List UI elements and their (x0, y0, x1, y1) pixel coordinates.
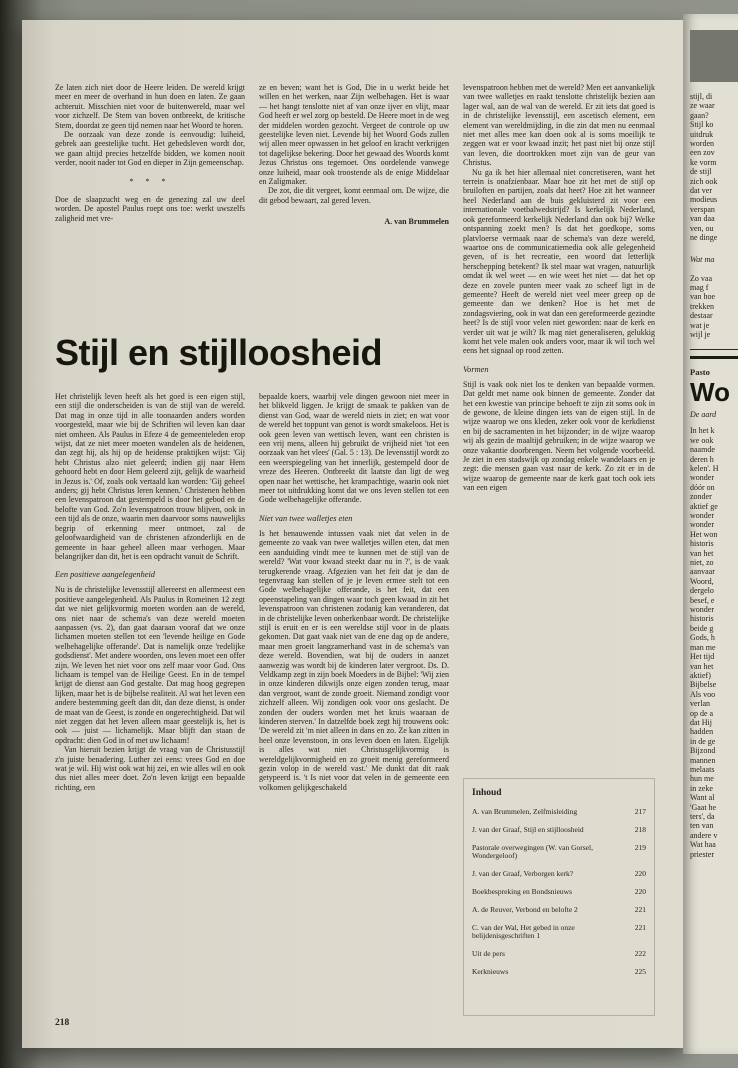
article-paragraph: De zot, die dit vergeet, komt eenmaal om. De wijze, die dit gebod bewaart, zal gered leven. (259, 186, 449, 205)
text-fragment: ven, ou (690, 223, 714, 233)
text-fragment: andere v (690, 830, 718, 840)
section-divider-thick (690, 356, 738, 359)
article-subhead: Een positieve aangelegenheid (55, 570, 155, 580)
text-fragment: wonder (690, 605, 714, 615)
article-paragraph: Van hieruit bezien krijgt de vraag van de Christusstijl z'n juiste benadering. Luther zei eens: vrees God en doe wat je wil. Hij wist ook wat hij zei, en wie alles wil en ook dus niet alles meer doet. Zo'n leven krijgt een bepaalde richting, een (55, 745, 245, 792)
text-fragment: besef, e (690, 595, 715, 605)
section-divider-thin (690, 349, 738, 350)
text-fragment: zonder (690, 492, 712, 502)
text-fragment: de stijl (690, 167, 712, 177)
article-paragraph: Het christelijk leven heeft als het goed is een eigen stijl, een stijl die onderscheiden is van de stijl van de wereld. Dat mag in onze tijd in alle toonaarden anders worden voorgesteld, maar wie bij de Schriften wil leven kan daar niet omheen. Als Paulus in Efeze 4 de gemeenteleden erop wijst, dat ze niet meer moeten wandelen als de heidenen, dan zegt hij, als hij op de heidense praktijken wijst: 'Gij hebt Christus alzo niet geleerd; indien gij naar Hem gehoord hebt en door Hem geleerd zijt, gelijk de waarheid in Jezus is.' Of, zoals ook vertaald kan worden: 'Gij geheel anders; gij hebt Christus leren kennen.' Christenen hebben een levenspatroon dat gestempeld is door het gebod en de belofte van God. Zo'n levenspatroon trouw blijven, ook in een tijd als de onze, waarin men daarvoor soms nauwelijks begrip of erkenning meer ontmoet, zal de geloofwaardigheid van de christenen afzonderlijk en de gemeente in haar geheel alleen maar verhogen. Maar belangrijker dan dit, het is een opdracht vanuit de Schrift. (55, 392, 245, 561)
text-fragment: hun me (690, 774, 714, 784)
article-paragraph: Nu is de christelijke levensstijl allereerst en allermeest een positieve aangelegenheid. Als Paulus in Romeinen 12 zegt dat we niet gelijkvormig moeten worden aan de wereld, ons niet naar de schema's van deze wereld moeten aanpassen (vs. 2), dan gaat daaraan vooraf dat we onze lichamen moeten stellen tot een 'levende heilige en Gode welbehagelijke offerande'. Dat is namelijk onze 'redelijke godsdienst'. Met andere woorden, ons leven moet een offer zijn. We leven het niet voor ons zelf maar voor God. Ons lichaam is tempel van de Heilige Geest. En in de tempel krijgt de dienst aan God gestalte. Dat mag hoog gegrepen lijken, maar het is de bijbelse realiteit. Al wat het leven een andere bestemming geeft dan dit, dan deze dienst, is onder de maat van de Geest, is zonde en ongerechtigheid. Dat wil niet zeggen dat het leven alleen maar geestelijk is, het is ook — juist — lichamelijk. Maar blijft dan staan de opdracht: dien God in of met uw lichaam! (55, 585, 245, 745)
article-paragraph: De oorzaak van deze zonde is eenvoudig: luiheid, gebrek aan geestelijke tucht. Het gebedsleven wordt dor, we gaan altijd precies hetzelfde bidden, we komen nooit verder, nooit nader tot God en dieper in Zijn gemeenschap. (55, 130, 245, 168)
text-fragment: Bijbelse (690, 680, 717, 690)
article-headline: Stijl en stijlloosheid (55, 332, 383, 373)
text-fragment: historis (690, 539, 714, 549)
text-fragment: van het (690, 661, 714, 671)
text-fragment: aktief) (690, 670, 711, 680)
toc-entry (472, 888, 646, 897)
article-paragraph: Is het benauwende intussen vaak niet dat velen in de gemeente zo vaak van twee walletjes willen eten, dat men een aanduiding vindt mee te kunnen met de stijl van de wereld? 'Wat voor kwaad steekt daar nu in ?', is de vaak terugkerende vraag. Afgezien van het feit dat je dan de tegenvraag kan stellen of je je leven ermee stelt tot een Gode welbehagelijke offerande, is het feit, dat een opeenstapeling van dingen waar toch geen kwaad in zit het levenspatroon van christenen zodanig kan veranderen, dat in de christelijke leven onherkenbaar wordt. De christelijke stijl is eruit en er is een wereldse stijl voor in de plaats gekomen. Dat gaat vaak niet van de ene dag op de andere, maar men groeit langzamerhand vast in de schema's van deze wereld. Bovendien, wat bij de ouders in aanzet aanwezig was wordt bij de kinderen later vergroot. Ds. D. Veldkamp zegt in zijn boek Moeders in de Bijbel: 'Wij zien in onze kinderen dikwijls onze eigen zonden terug, maar dan vergroot, want de zonde groeit. Niemand zondigt voor zichzelf alleen. Wij zondigen ook voor ons geslacht. De zonden der ouders worden met het kruis waaraan de kinderen sterven.' In datzelfde boek zegt hij trouwens ook: 'De wereld zit 'm niet alleen in dans en zo. Ze kan zitten in heel onze levenstoon, in ons leven doen en laten. Eigelijk is alles wat niet Christusgelijkvormig is wereldgelijkvormigheid en zo groeit menig gereformeerd gezin volop in de wereld vast.' Me dunkt dat dit raak getypeerd is. 't Is niet voor dat velen in de gemeente een volkomen gelijkgeschakeld (259, 528, 449, 792)
text-fragment: ten van (690, 821, 714, 831)
table-of-contents (463, 778, 655, 1016)
text-fragment: Als voo (690, 689, 716, 699)
article-subhead: Niet van twee walletjes eten (259, 513, 353, 523)
toc-title: Inhoud (472, 788, 502, 798)
text-fragment: dat ver (690, 186, 712, 196)
text-fragment: van het (690, 548, 714, 558)
text-fragment: wonder (690, 473, 714, 483)
text-fragment: van daa (690, 214, 715, 224)
text-fragment: priester (690, 849, 714, 859)
article-column-1 (55, 392, 245, 1014)
section-separator: * * * (129, 176, 171, 186)
text-fragment: hadden (690, 727, 714, 737)
toc-entry (472, 808, 646, 817)
text-fragment: wonder (690, 511, 714, 520)
text-fragment: mag f (690, 282, 709, 292)
author-signature: A. van Brummelen (384, 217, 449, 227)
toc-entry-title: C. van der Wal, Het gebed in onze belijdenisgeschriften 1 (472, 922, 575, 941)
article-paragraph: Stijl is vaak ook niet los te denken van bepaalde vormen. Dat geldt met name ook binnen de gemeente. Zonder dat het een kwestie van principe behoeft te zijn zit soms ook in de gewone, de kleine dingen iets van de eigen stijl. In de wijze waarop we ons kleden, zeker ook voor de kerkdienst en bij de sacramenten in het bijzonder; in de wijze waarop wij als gezin de maaltijd gebruiken; in de wijze waarop we onze vakantie doorbrengen. Neem het volgende voorbeeld. Je ziet in een stadswijk op zondag enkele wandelaars en je zegt: die mensen gaan vast naar de kerk. Zo zit er in de wijze waarop de gemeente naar de kerk gaat toch ook iets van een eigen (463, 379, 655, 493)
text-fragment: Gods, h (690, 633, 715, 643)
adjacent-section-headline: Wo (690, 379, 730, 407)
adjacent-page-text-top (683, 92, 738, 243)
text-fragment: In het k (690, 426, 715, 436)
text-fragment: wonder (690, 520, 714, 530)
text-fragment: worden (690, 139, 714, 149)
adjacent-page-text-mid (683, 274, 738, 340)
adjacent-page-edge (683, 14, 738, 1054)
article-paragraph: ze en beven; want het is God, Die in u werkt beide het willen en het werken, naar Zijn welbehagen. Het is waar — het hangt tenslotte niet af van onze ijver en vlijt, maar God heeft er wel zorg op besteld. De Heere moet in de weg der middelen worden gezocht. Vergeet de controle op uw geestelijke leven niet. Levende bij het Woord Gods zullen wij allen meer opwassen in het geloof en kracht verkrijgen tot dagelijkse bekering. Door het gewaad des Woords komt Jezus Christus ons tegemoet. Ons oordelende vanwege onze luiheid, maar ook troostende als de enige Middelaar en Zaligmaker. (259, 83, 449, 187)
prev-article-column-2 (259, 83, 449, 325)
text-fragment: Het won (690, 529, 718, 539)
text-fragment: Het tijd (690, 652, 715, 662)
article-paragraph: levenspatroon hebben met de wereld? Men eet aanvankelijk van twee walletjes en raakt tenslotte christelijk bezien aan lager wal, aan de wal van de wereld. Er zit iets dat goed is in de christelijke levensstijl, een ascetisch element, een element van wereldmijding, in die zin dat men nu eenmaal niet met alles mee kan doen ook al is soms moeilijk te zeggen wat er voor kwaad inzit; het past niet bij onze stijl van leven, die doortrokken moet zijn van de geur van Christus. (463, 83, 655, 168)
toc-entry-page: 219 (634, 842, 646, 852)
text-fragment: op de a (690, 708, 714, 718)
toc-entry (472, 950, 646, 959)
toc-entry-title: A. van Brummelen, Zelfmisleiding (472, 807, 578, 816)
text-fragment: trekken (690, 301, 714, 311)
text-fragment: uitdruk (690, 129, 714, 139)
text-fragment: in zeke (690, 783, 713, 793)
toc-entry-title: J. van der Graaf, Verborgen kerk? (472, 869, 574, 879)
text-fragment: beide g (690, 623, 714, 633)
toc-entry-title: Boekbespreking en Bondsnieuws (472, 886, 572, 896)
text-fragment: modieus (690, 195, 718, 205)
toc-entry-page: 221 (634, 904, 646, 914)
text-fragment: verlan (690, 699, 710, 709)
text-fragment: Woord, (690, 576, 714, 586)
article-column-2 (259, 392, 449, 1014)
article-paragraph: Nu ga ik het hier allemaal niet concretiseren, want het terrein is onafzienbaar. Maar hoe zit het met de stijl op bruiloften en partijen, zoals dat heet? Hoe zit het wanneer heel Nederland aan de buis gekluisterd zit voor een internationale voetbalwedstrijd? Is kerkelijk Nederland, ook gereformeerd kerkelijk Nederland dan ook bij? Welke ontspanning zoekt men? Is dat het goedkope, soms platvloerse vermaak naar de schema's van deze wereld, waartoe ons de communicatiemedia ook alle gelegenheid geven, of is het recreatie, een woord dat letterlijk herschepping betekent? Ik stel maar wat vragen, natuurlijk omdat ik wel weet — en wie weet het niet — dat het op deze en zovele punten meer vaak zo scheef ligt in de gemeente? Heeft de wereld niet veel meer greep op de gemeente dan we denken? Hoe is het met de zondagsviering, ook in wat dan een gereformeerde gezindte heet? Is de stijl voor velen niet geworden: naar de kerk en verder uit wat je wilt? Ik mag niet generaliseren, gelukkig komt het vele malen ook anders voor, maar ik wil toch wel eens het signaal op rood zetten. (463, 167, 655, 356)
text-fragment: ne dinge (690, 233, 718, 243)
text-fragment: in de ge (690, 736, 716, 746)
text-fragment: mannen (690, 755, 716, 765)
adjacent-section-subtitle: De aard (690, 410, 717, 420)
adjacent-page-text-bottom (683, 426, 738, 859)
toc-entry-title: J. van der Graaf, Stijl en stijlloosheid (472, 824, 584, 834)
text-fragment: verspan (690, 204, 715, 214)
text-fragment: ze waar (690, 101, 715, 111)
article-subhead: Vormen (463, 364, 489, 374)
text-fragment: wat je (690, 320, 710, 330)
toc-entry (472, 870, 646, 879)
toc-entry-title: A. de Reuver, Verbond en belofte 2 (472, 904, 578, 914)
text-fragment: dóór on (690, 482, 715, 492)
text-fragment: naamde (690, 445, 715, 455)
text-fragment: stijl, di (690, 92, 713, 101)
text-fragment: Stijl ko (690, 120, 714, 130)
toc-entry (472, 906, 646, 915)
article-column-3 (463, 83, 655, 763)
text-fragment: aanvaar (690, 567, 715, 577)
text-fragment: een zov (690, 148, 715, 158)
toc-entry (472, 826, 646, 835)
toc-entry-title: Pastorale overwegingen (W. van Gorsel, Wondergeloof) (472, 842, 593, 861)
toc-entry (472, 924, 646, 942)
adjacent-page-subhead: Wat ma (690, 254, 715, 264)
toc-entry-page: 217 (634, 807, 646, 816)
text-fragment: zich ook (690, 176, 718, 186)
prev-article-column-1 (55, 83, 245, 325)
text-fragment: aktief ge (690, 501, 718, 511)
article-paragraph: Ze laten zich niet door de Heere leiden. De wereld krijgt meer en meer de overhand in hun doen en laten. Ze gaan achteruit. Misschien niet voor de buitenwereld, maar wel voor zichzelf. De Stem van boven ontbreekt, de kritische Stem, doordat ze geen tijd nemen naar het Woord te horen. (55, 83, 245, 130)
text-fragment: dergelo (690, 586, 714, 596)
toc-entry-page: 218 (634, 824, 646, 834)
toc-entry (472, 968, 646, 977)
toc-entry-title: Uit de pers (472, 949, 505, 959)
text-fragment: niet, zo (690, 558, 714, 568)
text-fragment: melaats (690, 764, 715, 774)
text-fragment: dat Hij (690, 717, 712, 727)
text-fragment: kelen'. H (690, 463, 719, 473)
text-fragment: van hoe (690, 292, 716, 302)
text-fragment: Want al (690, 793, 715, 803)
text-fragment: Zo vaa (690, 273, 712, 283)
article-paragraph: bepaalde koers, waarbij vele dingen gewoon niet meer in het blikveld liggen. Je krijgt de smaak te pakken van de dienst van God, waar de wereld niets in ziet; en wat voor de wereld het toppunt van genot is wordt smakeloos. Het is ook geen leven van wettisch leven, want een christen is een vrij mens, alleen hij gebruikt de vrijheid niet 'tot een oorzaak van het vlees' (Gal. 5 : 13). De levensstijl wordt zo een weerspiegeling van het innerlijk, gestempeld door de vreze des Heeren. Ontbreekt dit laatste dan ligt de weg open naar het wettische, het krampachtige, waarin ook niet meer tot uitdrukking komt dat we ons leven stellen tot een Gode welbehagelijke offerande. (259, 392, 449, 505)
toc-entry-title: Kerknieuws (472, 966, 509, 976)
text-fragment: ters', da (690, 812, 715, 821)
text-fragment: gaan? (690, 110, 709, 120)
toc-entry-page: 222 (634, 949, 646, 959)
text-fragment: deren h (690, 454, 714, 464)
text-fragment: Bijzond (690, 746, 716, 756)
adjacent-section-kicker: Pasto (690, 367, 710, 378)
text-fragment: Wat haa (690, 840, 716, 850)
toc-entry-list (472, 808, 646, 977)
text-fragment: ke vorm (690, 157, 717, 167)
toc-entry-page: 220 (634, 886, 646, 896)
text-fragment: destaar (690, 311, 713, 321)
toc-entry-page: 220 (634, 869, 646, 879)
magazine-page-left (22, 20, 683, 1048)
adjacent-page-image (690, 30, 738, 82)
toc-entry-page: 225 (634, 966, 646, 976)
toc-entry-page: 221 (634, 922, 646, 932)
text-fragment: man me (690, 642, 716, 652)
text-fragment: historis (690, 614, 714, 624)
page-number: 218 (55, 1018, 70, 1028)
text-fragment: wijl je (690, 329, 711, 339)
text-fragment: 'Gaat he (690, 802, 717, 812)
toc-entry (472, 844, 646, 862)
article-paragraph: Doe de slaapzucht weg en de genezing zal uw deel worden. De apostel Paulus roept ons toe: werkt uwszelfs zaligheid met vre- (55, 195, 245, 223)
text-fragment: we ook (690, 435, 714, 445)
